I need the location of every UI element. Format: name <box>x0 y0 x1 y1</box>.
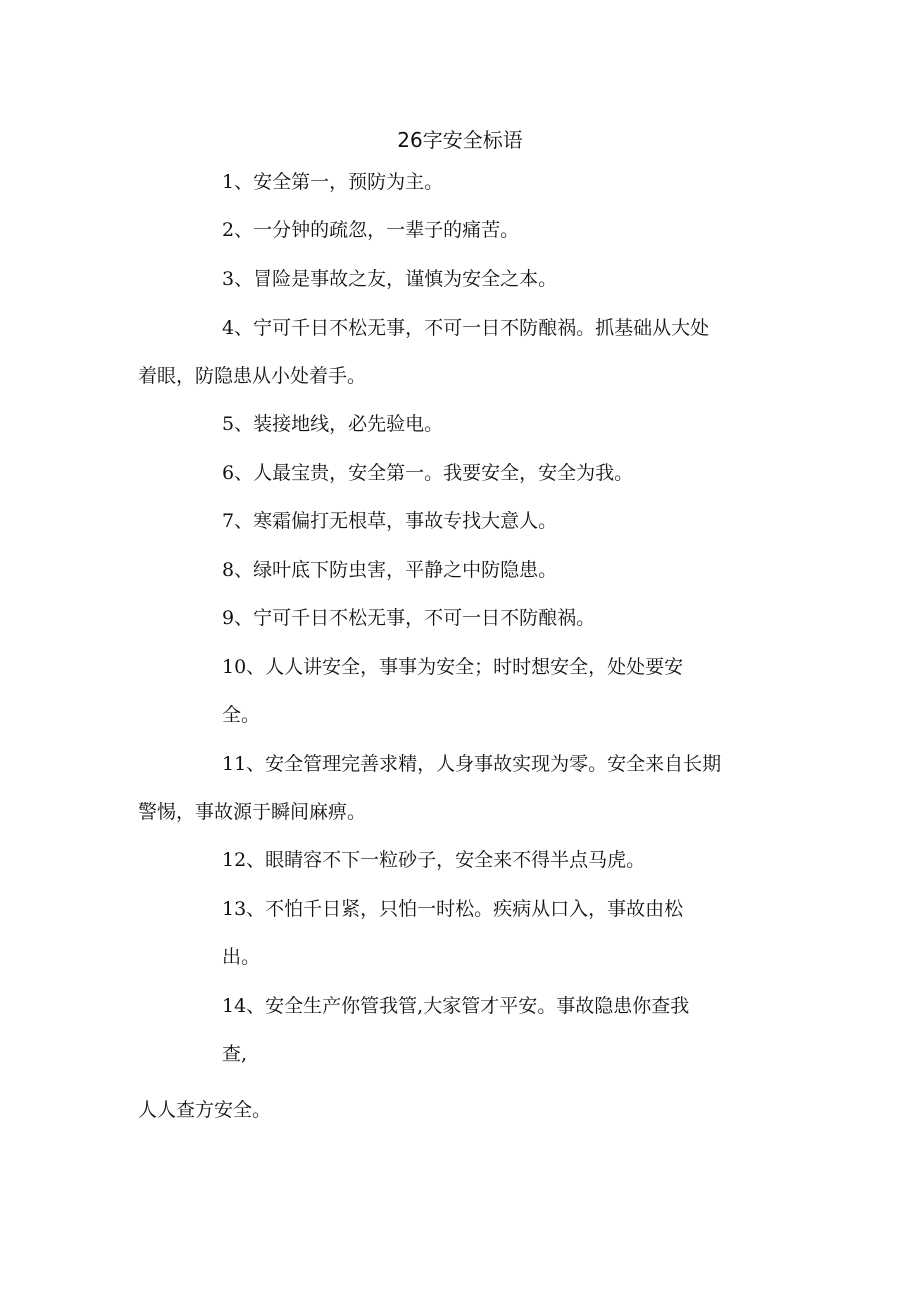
slogan-9: 9、宁可千日不松无事，不可一日不防酿祸。 <box>222 607 596 629</box>
slogan-10-line1: 10、人人讲安全，事事为安全；时时想安全，处处要安 <box>222 656 684 678</box>
slogan-14-line2: 查, <box>222 1043 248 1065</box>
slogan-10-line2: 全。 <box>222 704 261 726</box>
slogan-4-line2: 着眼，防隐患从小处着手。 <box>138 365 367 387</box>
slogan-11-line1: 11、安全管理完善求精，人身事故实现为零。安全来自长期 <box>222 753 722 775</box>
slogan-12: 12、眼睛容不下一粒砂子，安全来不得半点马虎。 <box>222 849 646 871</box>
slogan-3: 3、冒险是事故之友，谨慎为安全之本。 <box>222 268 558 290</box>
slogan-11-line2: 警惕，事故源于瞬间麻痹。 <box>138 801 367 823</box>
slogan-13-line2: 出。 <box>222 946 261 968</box>
slogan-14-line3: 人人查方安全。 <box>138 1099 272 1121</box>
slogan-5: 5、装接地线，必先验电。 <box>222 413 444 435</box>
document-title: 26字安全标语 <box>397 128 523 152</box>
slogan-2: 2、一分钟的疏忽，一辈子的痛苦。 <box>222 219 520 241</box>
slogan-7: 7、寒霜偏打无根草，事故专找大意人。 <box>222 510 558 532</box>
slogan-8: 8、绿叶底下防虫害，平静之中防隐患。 <box>222 559 558 581</box>
slogan-1: 1、安全第一，预防为主。 <box>222 171 444 193</box>
slogan-13-line1: 13、不怕千日紧，只怕一时松。疾病从口入，事故由松 <box>222 898 684 920</box>
slogan-4-line1: 4、宁可千日不松无事，不可一日不防酿祸。抓基础从大处 <box>222 317 710 339</box>
slogan-14-line1: 14、安全生产你管我管,大家管才平安。事故隐患你查我 <box>222 995 690 1017</box>
slogan-6: 6、人最宝贵，安全第一。我要安全，安全为我。 <box>222 462 634 484</box>
